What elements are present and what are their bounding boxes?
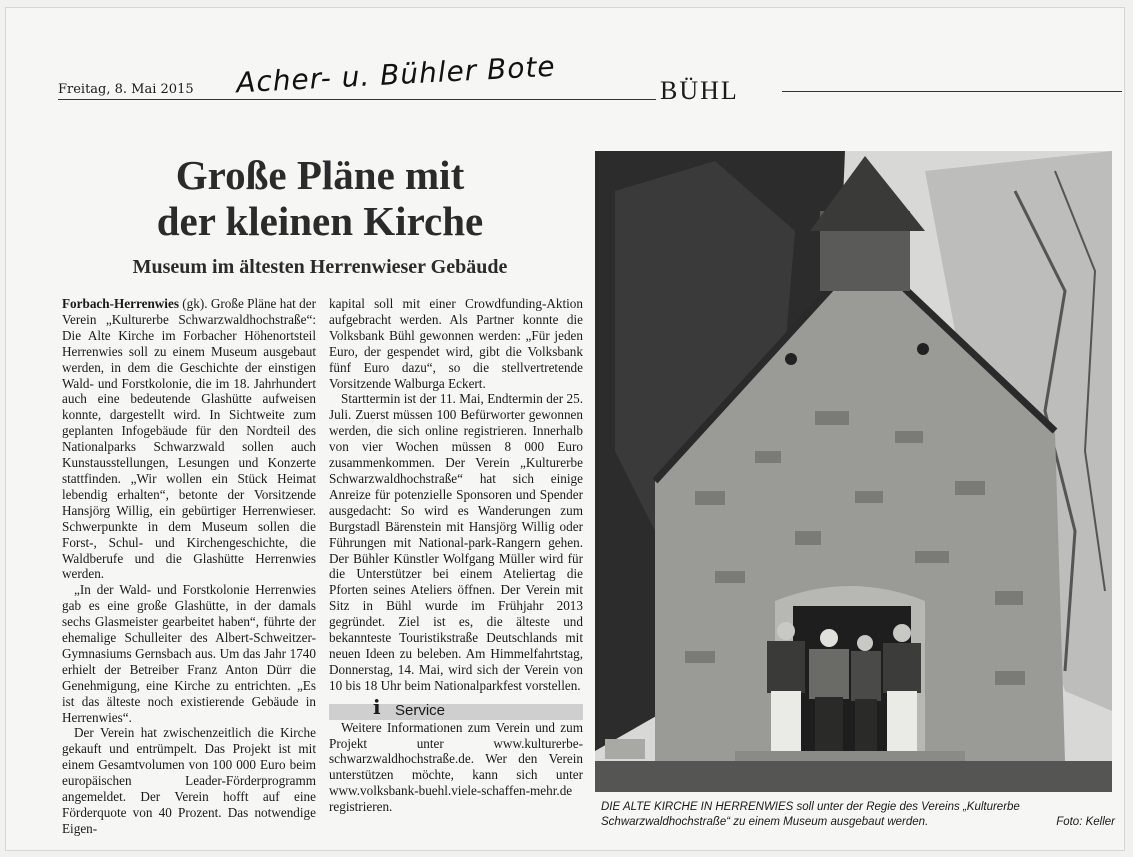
church-photo [595,151,1112,792]
issue-date: Freitag, 8. Mai 2015 [58,82,194,97]
handwritten-source-note: Acher- u. Bühler Bote [235,49,557,100]
paragraph: Der Verein hat zwischenzeitlich die Kirche gekauft und entrümpelt. Das Projekt ist mit einem Gesamtvolumen von 100 000 Euro beim europäischen Leader-Förderprogramm angemeldet. Der Verein hofft auf eine Förderquote von 40 Prozent. Das notwendige Eigen- [62,725,316,836]
paragraph: „In der Wald- und Forstkolonie Herrenwies gab es eine große Glashütte, in der damals sechs Glasmeister gearbeitet haben“, führte der ehemalige Schulleiter des Albert-Schweitzer-Gymnasiums Gernsbach aus. Um das Jahr 1740 erhielt der Betreiber Franz Anton Dürr die Genehmigung, eine Kirche zu entrichten. „Es ist das älteste noch existierende Gebäude in Herrenwies“. [62,582,316,725]
article-subheadline: Museum im ältesten Herrenwieser Gebäude [132,256,508,278]
service-title: Service [395,701,446,719]
service-box [329,694,583,720]
article-column-2 [329,296,583,815]
header-rule-right [782,91,1122,92]
article-column-1 [62,296,316,837]
photo-credit: Foto: Keller [1056,816,1115,828]
section-title: BÜHL [660,76,739,105]
service-text: Weitere Informationen zum Verein und zum Projekt unter www.kulturerbe-schwarzwaldhochstraße.de. Wer den Verein unterstützen möchte, kann sich unter www.volksbank-buehl.viele-schaffen-mehr.de registrieren. [329,719,583,815]
church-photo-illustration [595,151,1112,792]
paragraph: Starttermin ist der 11. Mai, Endtermin der 25. Juli. Zuerst müssen 100 Befürworter gewonnen werden, die sich online registrieren. Innerhalb von vier Wochen müssen 8 000 Euro zusammenkommen. Der Verein „Kulturerbe Schwarzwaldhochstraße“ hat sich einige Anreize für potenzielle Sponsoren und Spender ausgedacht: So wird es Wanderungen zum Burgstadl Bärenstein mit Hansjörg Willig oder Führungen mit National-park-Rangern gehen. Der Bühler Künstler Wolfgang Müller wird für die Unterstützer bei einem Ateliertag die Pforten seines Ateliers öffnen. Der Verein mit Sitz in Bühl wurde im Frühjahr 2013 gegründet. Ziel ist es, die älteste und bekannteste Touristikstraße Deutschlands mit neuen Ideen zu beleben. Am Himmelfahrtstag, Donnerstag, 14. Mai, wird sich der Verein von 10 bis 18 Uhr beim Nationalparkfest vorstellen. [329,391,583,693]
header-rule-left [58,99,656,100]
dateline: Forbach-Herrenwies [62,296,179,311]
paragraph [62,296,316,582]
caption-text: DIE ALTE KIRCHE IN HERRENWIES soll unter der Regie des Vereins „Kulturerbe Schwarzwaldhochstraße“ zu einem Museum ausgebaut werden. [601,801,1020,828]
paragraph: kapital soll mit einer Crowdfunding-Aktion aufgebracht werden. Als Partner konnte die Volksbank Bühl gewonnen werden: „Für jeden Euro, der gespendet wird, gibt die Volksbank fünf Euro dazu“, so die stellvertretende Vorsitzende Walburga Eckert. [329,296,583,391]
headline-line-2: der kleinen Kirche [156,198,484,244]
article-headline [60,152,580,244]
info-icon: i [373,694,381,719]
photo-caption [601,800,1115,830]
headline-line-1: Große Pläne mit [175,152,465,198]
paragraph-text: (gk). Große Pläne hat der Verein „Kulturerbe Schwarzwaldhochstraße“: Die Alte Kirche im Forbacher Höhenortsteil Herrenwies soll zu einem Museum ausgebaut werden, in dem die Geschichte der einstigen Wald- und Forstkolonie, die im 18. Jahrhundert auch eine bedeutende Glashütte aufweisen konnte, dargestellt wird. In Sichtweite zum geplanten Infogebäude für den Nordteil des Nationalparks Schwarzwald sollen auch Kunstausstellungen, Lesungen und Konzerte stattfinden. „Wir wollen ein Stück Heimat lebendig erhalten“, betonte der Vorsitzende Hansjörg Willig, ein gebürtiger Herrenwieser. Schwerpunkte in dem Museum sollen die Forst-, Schul- und Kirchengeschichte, die Waldberufe und die Glashütte Herrenwies werden. [62,296,316,582]
